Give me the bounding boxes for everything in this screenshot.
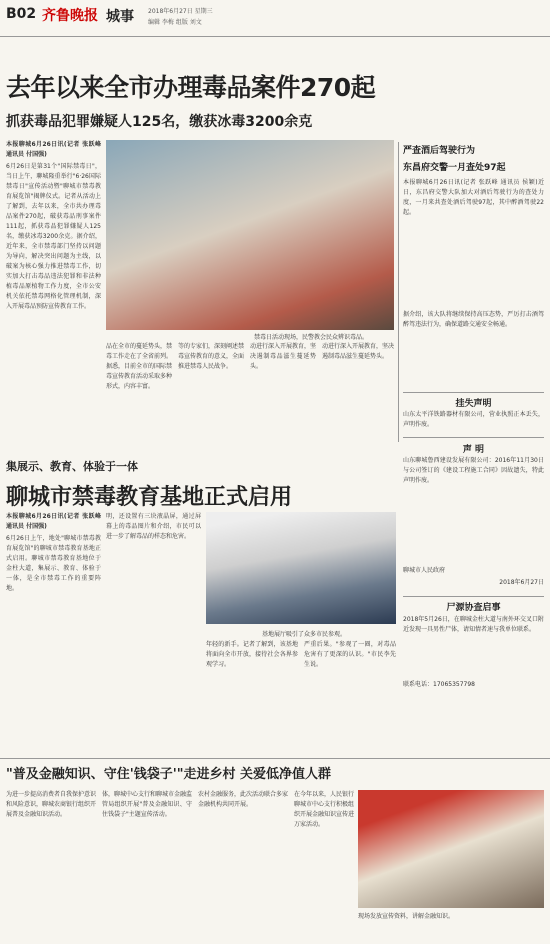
editor-credits: 编辑 李梅 组版 刘文 bbox=[148, 19, 202, 26]
story2-photo-caption: 基地展厅吸引了众多市民参观。 bbox=[262, 631, 347, 638]
notice-title-2: 声 明 bbox=[462, 445, 485, 455]
story2-column-3: 年轻的新手。记者了解到，该基地将面向全市开放，接待社会各界参观学习。 bbox=[206, 641, 298, 668]
story3-column-1: 为进一步提高消费者自我保护意识和风险意识，聊城农商银行组织开展普及金融知识活动。 bbox=[6, 791, 96, 818]
main-column-1: 6月26日是第31个"国际禁毒日"，当日上午，聊城隆重举行"6·26国际禁毒日"宣传活动暨"聊城市禁毒教育展览馆"揭牌仪式。记者从活动上了解到，去年以来，全市共办理毒品案件270起，破获毒品刑事案件111起，抓获毒品犯罪嫌疑人125名，缴获冰毒3200余克。据介绍，近年来，全市禁毒部门坚持以问题为导向，解决突出问题为主线，以破案为核心强力推进禁毒工作，切实加大打击毒品违法犯罪和非法种植毒品原植物工作力度，全市公安机关依托禁毒网格化管理机制，深入开展毒品预防宣传教育工作。 bbox=[6, 163, 101, 310]
sidebar-body-2: 据介绍，该大队将继续保持高压态势，严厉打击酒驾醉驾违法行为，确保道路交通安全畅通。 bbox=[403, 311, 544, 328]
notice-body-2: 山东聊城鲁西建设发展有限公司：2016年11月30日与公司签订的《建设工程施工合同》因故遗失，特此声明作废。 bbox=[403, 457, 544, 484]
story2-column-1: 6月26日上午，地处"聊城市禁毒教育展览馆"的聊城市禁毒教育基地正式启用。聊城市禁毒教育基地位于金柱大道，集展示、教育、体验于一体，是全市禁毒工作的重要阵地。 bbox=[6, 535, 101, 592]
notice-body-1: 山东太平洋铁路器材有限公司，营业执照正本丢失，声明作废。 bbox=[403, 411, 544, 428]
main-photo bbox=[106, 140, 394, 330]
sidebar-body-1: 本报聊城6月26日讯(记者 张跃峰 通讯员 侯颖)近日，东昌府交警大队加大对酒后驾驶行为的查处力度，一月来共查处酒后驾驶97起，其中醉酒驾驶22起。 bbox=[403, 179, 544, 216]
story2-column-2: 明，还设置有三块液晶屏，通过屏幕上的毒品图片和介绍，市民可以进一步了解毒品的样态和危害。 bbox=[106, 513, 201, 540]
story3-column-3: 农村金融服务，此次活动联合多家金融机构共同开展。 bbox=[198, 791, 288, 808]
story3-photo bbox=[358, 790, 544, 908]
main-column-4: 动进行深入开展教育，坚决遏制毒品滋生蔓延势头。 bbox=[250, 343, 316, 370]
story2-kicker: 集展示、教育、体验于一体 bbox=[6, 460, 138, 473]
notice-body-3: 2018年5月26日，在聊城金柱大道与南外环交叉口附近发现一具男性尸体，请知情者速与我单位联系。 bbox=[403, 616, 544, 633]
main-column-5: 动进行深入开展教育，坚决遏制毒品滋生蔓延势头。 bbox=[322, 343, 394, 360]
main-column-2: 品在全市的蔓延势头，禁毒工作走在了全省前列。据悉，目前全市的国际禁毒宣传教育活动采取多种形式，内容丰富。 bbox=[106, 343, 172, 390]
main-subheadline: 抓获毒品犯罪嫌疑人125名，缴获冰毒3200余克 bbox=[6, 114, 313, 130]
section-title: 城事 bbox=[106, 9, 134, 25]
notice-title-1: 挂失声明 bbox=[455, 399, 492, 409]
story2-photo bbox=[206, 512, 396, 624]
sidebar-subtitle: 东昌府交警一月查处97起 bbox=[403, 163, 506, 173]
column-divider bbox=[398, 142, 399, 442]
main-byline: 本报聊城6月26日讯(记者 张跃峰 通讯员 付国强) bbox=[6, 141, 101, 158]
story3-column-4: 在今年以来，人民银行聊城市中心支行积极组织开展金融知识宣传进万家活动。 bbox=[294, 791, 354, 828]
notice-title-3: 尸源协查启事 bbox=[446, 603, 501, 613]
page-number: B02 bbox=[6, 6, 37, 22]
story3-photo-caption: 现场发放宣传资料，讲解金融知识。 bbox=[358, 913, 455, 920]
story3-headline: "普及金融知识、守住'钱袋子'"走进乡村 关爱低净值人群 bbox=[6, 767, 332, 782]
divider bbox=[403, 596, 544, 597]
notice-sign-2: 聊城市人民政府 bbox=[403, 567, 446, 574]
main-photo-caption: 禁毒日活动现场，民警教会民众辨识毒品。 bbox=[254, 334, 369, 341]
divider bbox=[403, 392, 544, 393]
newspaper-name: 齐鲁晚报 bbox=[42, 8, 98, 24]
story2-column-4: 严重后果。"参观了一圈，对毒品危害有了更深的认识。"市民李先生说。 bbox=[304, 641, 396, 668]
main-headline: 去年以来全市办理毒品案件270起 bbox=[6, 73, 376, 102]
notice-phone-3: 联系电话：17065357798 bbox=[403, 681, 475, 688]
divider bbox=[0, 758, 550, 759]
sidebar-title: 严查酒后驾驶行为 bbox=[403, 146, 476, 156]
story2-headline: 聊城市禁毒教育基地正式启用 bbox=[6, 485, 293, 510]
divider bbox=[403, 437, 544, 438]
notice-date-2: 2018年6月27日 bbox=[499, 579, 544, 586]
issue-date: 2018年6月27日 星期三 bbox=[148, 8, 213, 15]
main-column-3: 等的专家们，深刻阐述禁毒宣传教育的意义，全面推进禁毒人民战争。 bbox=[178, 343, 244, 370]
story2-byline: 本报聊城6月26日讯(记者 张跃峰 通讯员 付国强) bbox=[6, 513, 101, 530]
story3-column-2: 体，聊城中心支行和聊城市金融监管局组织开展"普及金融知识、守住钱袋子"主题宣传活动。 bbox=[102, 791, 192, 818]
